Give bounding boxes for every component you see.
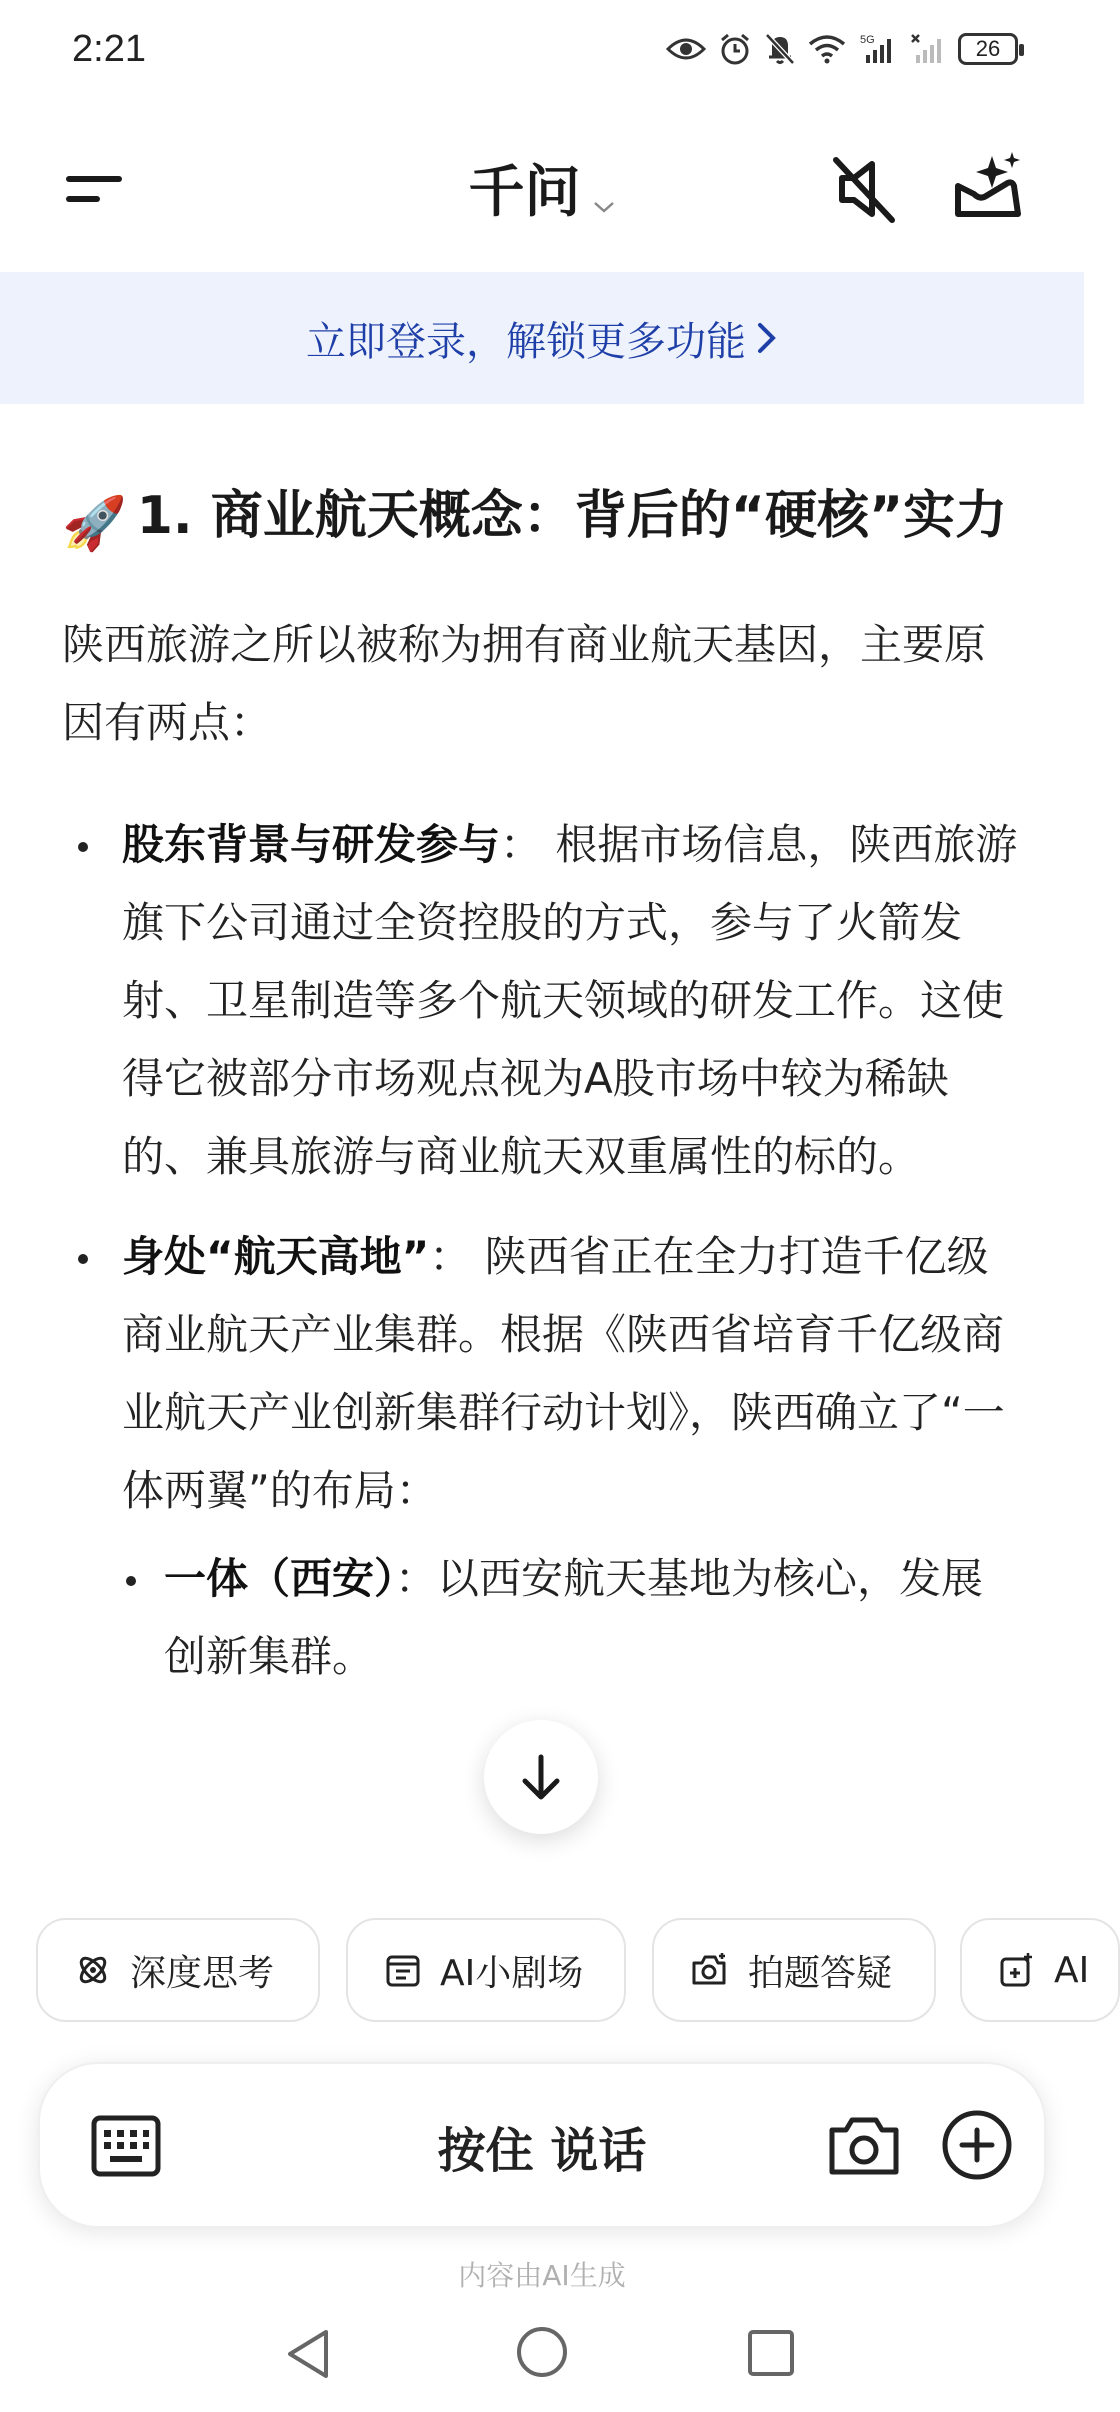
- bullet-separator: ：: [429, 1232, 472, 1281]
- bullet-text: 陕西省正在全力打造千亿级商业航天产业集群。根据《陕西省培育千亿级商业航天产业创新集群行动计划》，陕西确立了“一体两翼”的布局：: [122, 1232, 1005, 1515]
- list-item: [62, 806, 1022, 1196]
- plus-circle-icon[interactable]: [934, 2102, 1020, 2188]
- intro-paragraph: 陕西旅游之所以被称为拥有商业航天基因，主要原因有两点：: [62, 620, 987, 747]
- sub-bullet-list: [122, 1540, 1022, 1696]
- camera-icon[interactable]: [824, 2106, 904, 2186]
- voice-input-bar: [38, 2062, 1046, 2228]
- section-heading: [62, 478, 1022, 562]
- bullet-title: 身处“航天高地”: [122, 1232, 430, 1281]
- chip-label: AI小剧场: [440, 1952, 584, 1994]
- chip-label: 深度思考: [130, 1952, 275, 1994]
- deep-think-icon: [74, 1951, 112, 1989]
- back-triangle-icon[interactable]: [282, 2326, 334, 2382]
- bullet-text: 根据市场信息，陕西旅游旗下公司通过全资控股的方式，参与了火箭发射、卫星制造等多个航天领域的研发工作。这使得它被部分市场观点视为A股市场中较为稀缺的、兼具旅游与商业航天双重属性的标的。: [122, 820, 1018, 1181]
- answer-content: [62, 478, 1022, 1718]
- login-banner[interactable]: [0, 272, 1084, 404]
- ai-edit-icon: [998, 1951, 1036, 1989]
- app-header: [0, 110, 1084, 272]
- chip-deep-think[interactable]: [36, 1918, 320, 2022]
- login-banner-text: 立即登录，解锁更多功能: [306, 318, 746, 365]
- speaker-muted-icon[interactable]: [826, 150, 904, 228]
- sub-bullet-title: 一体（西安）: [164, 1554, 396, 1603]
- sub-bullet-separator: ：: [395, 1554, 438, 1603]
- theater-icon: [384, 1951, 422, 1989]
- new-chat-sparkle-icon[interactable]: [946, 146, 1030, 230]
- home-circle-icon[interactable]: [514, 2324, 570, 2380]
- system-nav-bar: [0, 2300, 1084, 2412]
- scroll-to-bottom-button[interactable]: [484, 1720, 598, 1834]
- camera-question-icon: [690, 1951, 730, 1989]
- chevron-right-icon: [756, 321, 778, 355]
- app-title: 千问: [468, 160, 581, 225]
- sub-list-item: [122, 1540, 1022, 1696]
- chip-ai-theater[interactable]: [346, 1918, 626, 2022]
- ai-generated-note: 内容由AI生成: [458, 2259, 626, 2292]
- status-icons: [666, 32, 1018, 66]
- quick-actions-row: [0, 1900, 1090, 2030]
- bell-off-icon: [764, 32, 796, 66]
- sub-bullet-text: 以西安航天基地为核心，发展创新集群。: [164, 1554, 984, 1681]
- arrow-down-icon: [519, 1753, 563, 1801]
- wifi-icon: [808, 34, 846, 64]
- title-dropdown[interactable]: [0, 148, 1084, 228]
- hold-to-talk-button[interactable]: 按住 说话: [437, 2123, 647, 2179]
- section-heading-text: 1. 商业航天概念：背后的“硬核”实力: [136, 486, 1008, 546]
- signal-icon: [858, 33, 898, 65]
- chevron-down-icon: [592, 199, 616, 215]
- bullet-list: [62, 806, 1022, 1696]
- signal-x-icon: [910, 33, 946, 65]
- list-item: [62, 1218, 1022, 1696]
- chip-ai-more[interactable]: [960, 1918, 1120, 2022]
- bullet-title: 股东背景与研发参与: [122, 820, 501, 869]
- eye-icon: [666, 35, 706, 63]
- network-type: 5G: [860, 34, 875, 46]
- chip-label: AI: [1054, 1949, 1090, 1991]
- alarm-icon: [718, 32, 752, 66]
- chip-label: 拍题答疑: [748, 1952, 893, 1994]
- battery-icon: 26: [958, 33, 1018, 65]
- status-time: 2:21: [72, 28, 146, 70]
- status-bar: [0, 0, 1084, 110]
- recent-square-icon[interactable]: [746, 2328, 796, 2378]
- chip-photo-question[interactable]: [652, 1918, 936, 2022]
- rocket-icon: 🚀: [62, 494, 127, 554]
- bullet-separator: ：: [500, 820, 543, 869]
